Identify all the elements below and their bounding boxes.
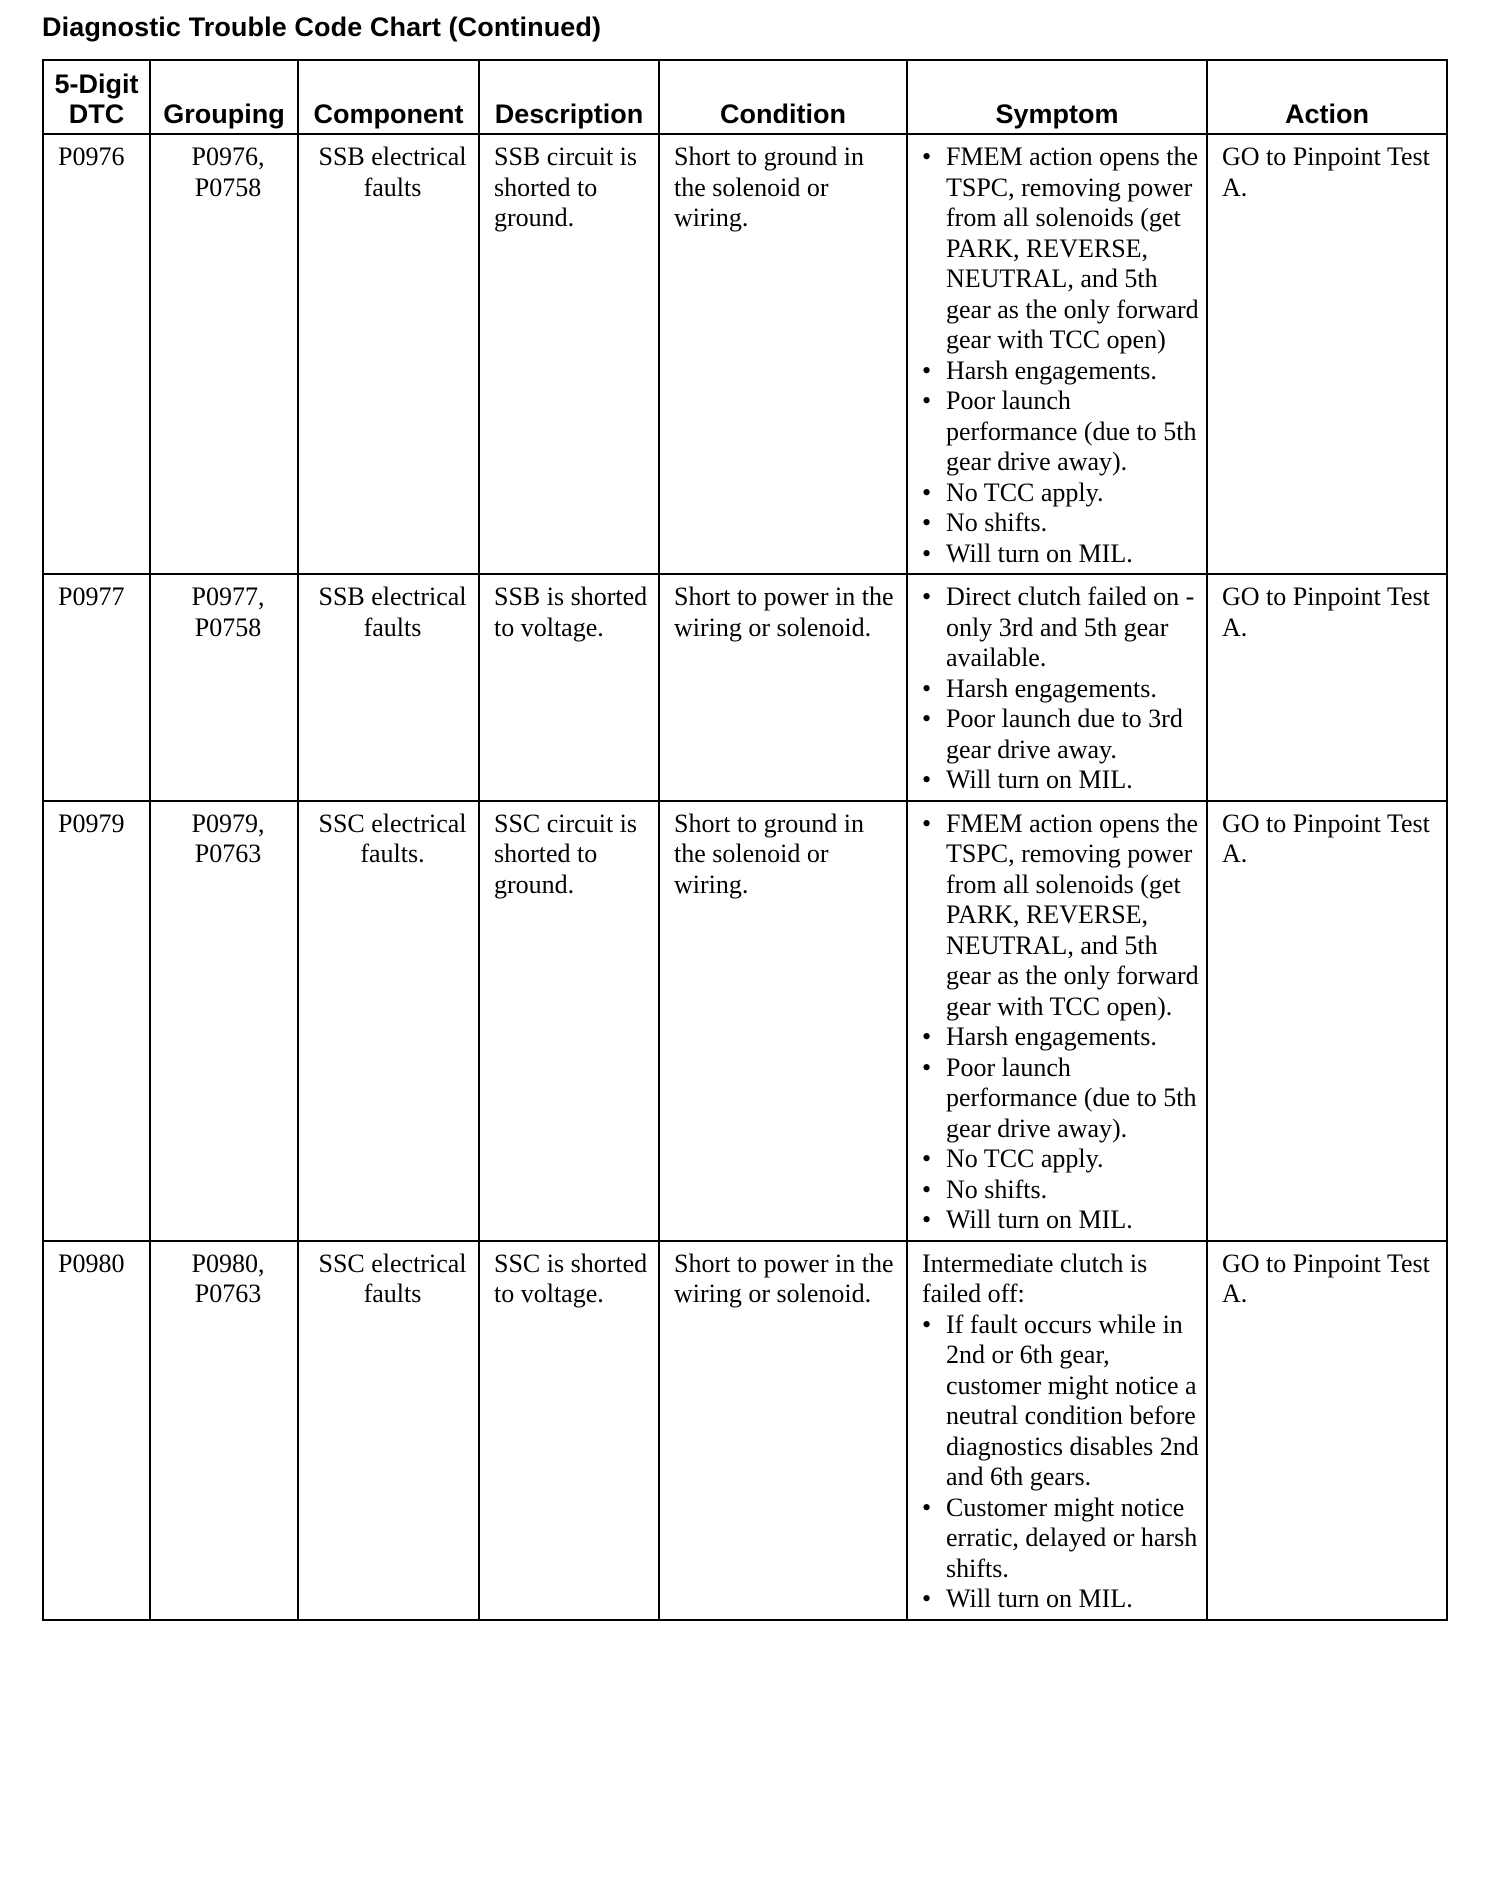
component-cell: SSB electrical faults bbox=[298, 134, 479, 574]
symptom-list-item: • No TCC apply. bbox=[922, 478, 1200, 509]
symptom-list bbox=[922, 1310, 1200, 1615]
column-header-grouping: Grouping bbox=[150, 60, 298, 134]
symptom-list-item: • Poor launch performance (due to 5th gear drive away). bbox=[922, 386, 1200, 478]
symptom-list-item: • Customer might notice erratic, delayed or harsh shifts. bbox=[922, 1493, 1200, 1585]
symptom-list-item: • Harsh engagements. bbox=[922, 356, 1200, 387]
description-cell: SSB is shorted to voltage. bbox=[479, 574, 659, 801]
symptom-list-item: • Direct clutch failed on - only 3rd and 5th gear available. bbox=[922, 582, 1200, 674]
symptom-list-item: • Poor launch due to 3rd gear drive away. bbox=[922, 704, 1200, 765]
dtc-table bbox=[42, 59, 1448, 1621]
symptom-list-item: • Poor launch performance (due to 5th gear drive away). bbox=[922, 1053, 1200, 1145]
symptom-list bbox=[922, 142, 1200, 569]
dtc-code-cell: P0977 bbox=[43, 574, 150, 801]
column-header-symptom: Symptom bbox=[907, 60, 1207, 134]
table-row bbox=[43, 801, 1447, 1241]
symptom-list-item: • Harsh engagements. bbox=[922, 674, 1200, 705]
symptom-list-item: • Will turn on MIL. bbox=[922, 765, 1200, 796]
column-header-condition: Condition bbox=[659, 60, 907, 134]
symptom-list-item: • No TCC apply. bbox=[922, 1144, 1200, 1175]
grouping-cell: P0980, P0763 bbox=[150, 1241, 298, 1620]
dtc-code-cell: P0980 bbox=[43, 1241, 150, 1620]
grouping-cell: P0977, P0758 bbox=[150, 574, 298, 801]
component-cell: SSC electrical faults. bbox=[298, 801, 479, 1241]
action-cell: GO to Pinpoint Test A. bbox=[1207, 134, 1447, 574]
symptom-cell bbox=[907, 134, 1207, 574]
action-cell: GO to Pinpoint Test A. bbox=[1207, 1241, 1447, 1620]
description-cell: SSB circuit is shorted to ground. bbox=[479, 134, 659, 574]
symptom-cell bbox=[907, 574, 1207, 801]
component-cell: SSB electrical faults bbox=[298, 574, 479, 801]
component-cell: SSC electrical faults bbox=[298, 1241, 479, 1620]
table-row bbox=[43, 134, 1447, 574]
page-title: Diagnostic Trouble Code Chart (Continued) bbox=[42, 12, 602, 42]
dtc-code-cell: P0979 bbox=[43, 801, 150, 1241]
symptom-list-item: • No shifts. bbox=[922, 1175, 1200, 1206]
condition-cell: Short to ground in the solenoid or wiring. bbox=[659, 134, 907, 574]
symptom-list bbox=[922, 809, 1200, 1236]
symptom-list-item: • FMEM action opens the TSPC, removing power from all solenoids (get PARK, REVERSE, NEUTRAL, and 5th gear as the only forward gear with TCC open) bbox=[922, 142, 1200, 356]
symptom-list-item: • Harsh engagements. bbox=[922, 1022, 1200, 1053]
symptom-list bbox=[922, 582, 1200, 796]
column-header-description: Description bbox=[479, 60, 659, 134]
action-cell: GO to Pinpoint Test A. bbox=[1207, 574, 1447, 801]
table-row bbox=[43, 574, 1447, 801]
dtc-code-cell: P0976 bbox=[43, 134, 150, 574]
symptom-list-item: • Will turn on MIL. bbox=[922, 539, 1200, 570]
symptom-cell bbox=[907, 801, 1207, 1241]
table-body bbox=[43, 134, 1447, 1620]
condition-cell: Short to ground in the solenoid or wiring. bbox=[659, 801, 907, 1241]
symptom-intro: Intermediate clutch is failed off: bbox=[922, 1248, 1148, 1308]
condition-cell: Short to power in the wiring or solenoid. bbox=[659, 1241, 907, 1620]
column-header-action: Action bbox=[1207, 60, 1447, 134]
symptom-list-item: • Will turn on MIL. bbox=[922, 1584, 1200, 1615]
symptom-list-item: • No shifts. bbox=[922, 508, 1200, 539]
symptom-cell bbox=[907, 1241, 1207, 1620]
description-cell: SSC is shorted to voltage. bbox=[479, 1241, 659, 1620]
condition-cell: Short to power in the wiring or solenoid. bbox=[659, 574, 907, 801]
grouping-cell: P0976, P0758 bbox=[150, 134, 298, 574]
column-header-component: Component bbox=[298, 60, 479, 134]
description-cell: SSC circuit is shorted to ground. bbox=[479, 801, 659, 1241]
table-header-row bbox=[43, 60, 1447, 134]
table-row bbox=[43, 1241, 1447, 1620]
symptom-list-item: • Will turn on MIL. bbox=[922, 1205, 1200, 1236]
symptom-list-item: • FMEM action opens the TSPC, removing power from all solenoids (get PARK, REVERSE, NEUTRAL, and 5th gear as the only forward gear with TCC open). bbox=[922, 809, 1200, 1023]
action-cell: GO to Pinpoint Test A. bbox=[1207, 801, 1447, 1241]
grouping-cell: P0979, P0763 bbox=[150, 801, 298, 1241]
column-header-dtc: 5-Digit DTC bbox=[43, 60, 150, 134]
symptom-list-item: • If fault occurs while in 2nd or 6th gear, customer might notice a neutral condition before diagnostics disables 2nd and 6th gears. bbox=[922, 1310, 1200, 1493]
